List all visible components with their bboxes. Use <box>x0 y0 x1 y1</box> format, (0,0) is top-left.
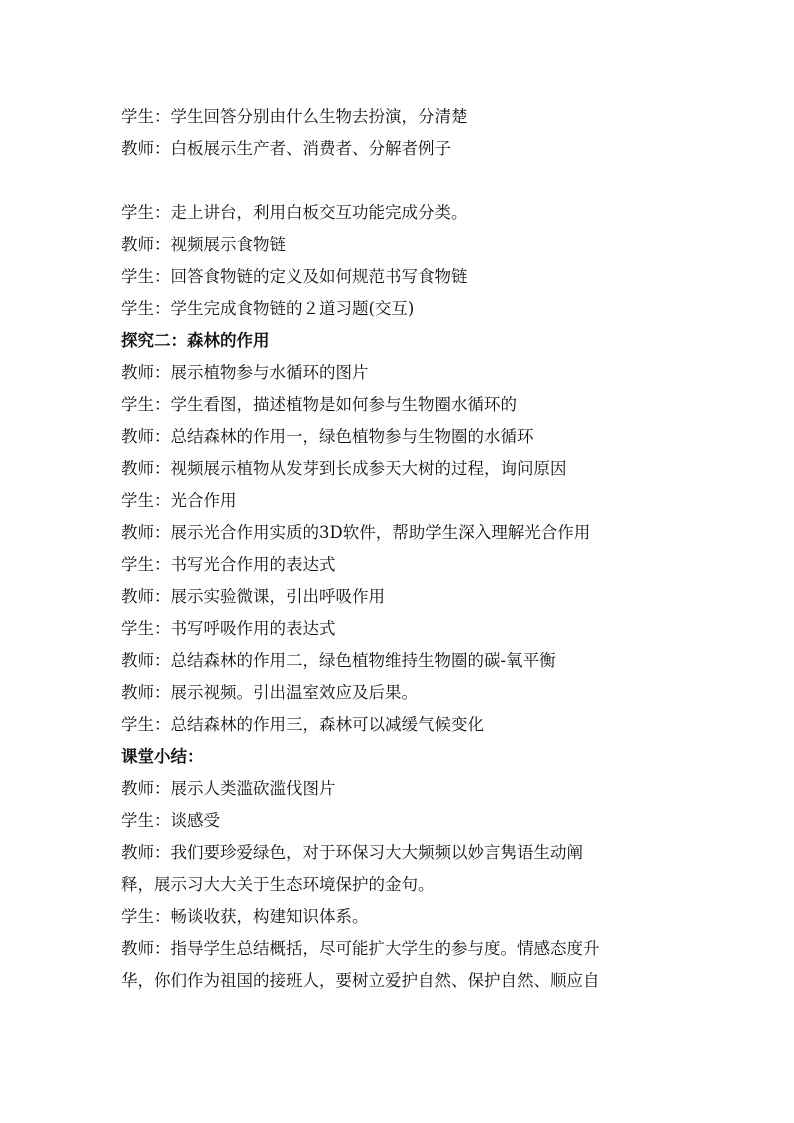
text-line: 学生：学生回答分别由什么生物去扮演，分清楚 <box>121 107 468 126</box>
text-line: 学生：回答食物链的定义及如何规范书写食物链 <box>121 267 468 286</box>
text-line: 学生：走上讲台，利用白板交互功能完成分类。 <box>121 203 468 222</box>
text-line: 教师：视频展示植物从发芽到长成参天大树的过程，询问原因 <box>121 459 567 478</box>
text-line: 教师：总结森林的作用一，绿色植物参与生物圈的水循环 <box>121 427 534 446</box>
text-line: 教师：总结森林的作用二，绿色植物维持生物圈的碳-氧平衡 <box>121 651 556 670</box>
text-line: 学生：谈感受 <box>121 811 220 830</box>
text-line: 教师：视频展示食物链 <box>121 235 286 254</box>
text-line: 学生：光合作用 <box>121 491 237 510</box>
text-line: 学生：书写呼吸作用的表达式 <box>121 619 336 638</box>
text-line: 学生：书写光合作用的表达式 <box>121 555 336 574</box>
text-line: 学生：畅谈收获，构建知识体系。 <box>121 907 369 926</box>
text-line: 教师：展示植物参与水循环的图片 <box>121 363 369 382</box>
text-line: 华，你们作为祖国的接班人，要树立爱护自然、保护自然、顺应自 <box>121 971 600 990</box>
text-line: 学生：学生完成食物链的２道习题(交互) <box>121 299 415 318</box>
section-heading: 课堂小结： <box>121 747 204 766</box>
text-line: 教师：展示视频。引出温室效应及后果。 <box>121 683 418 702</box>
text-line: 教师：指导学生总结概括，尽可能扩大学生的参与度。情感态度升 <box>121 939 600 958</box>
document-body <box>121 101 681 997</box>
text-line: 教师：我们要珍爱绿色，对于环保习大大频频以妙言隽语生动阐 <box>121 843 583 862</box>
text-line: 教师：白板展示生产者、消费者、分解者例子 <box>121 139 451 158</box>
text-line: 教师：展示光合作用实质的3D软件，帮助学生深入理解光合作用 <box>121 523 591 542</box>
text-line: 释，展示习大大关于生态环境保护的金句。 <box>121 875 435 894</box>
section-heading: 探究二：森林的作用 <box>121 331 270 350</box>
text-line: 学生：总结森林的作用三，森林可以减缓气候变化 <box>121 715 484 734</box>
text-line: 学生：学生看图，描述植物是如何参与生物圈水循环的 <box>121 395 517 414</box>
blank-line <box>121 165 681 197</box>
text-line: 教师：展示人类滥砍滥伐图片 <box>121 779 336 798</box>
text-line: 教师：展示实验微课，引出呼吸作用 <box>121 587 385 606</box>
